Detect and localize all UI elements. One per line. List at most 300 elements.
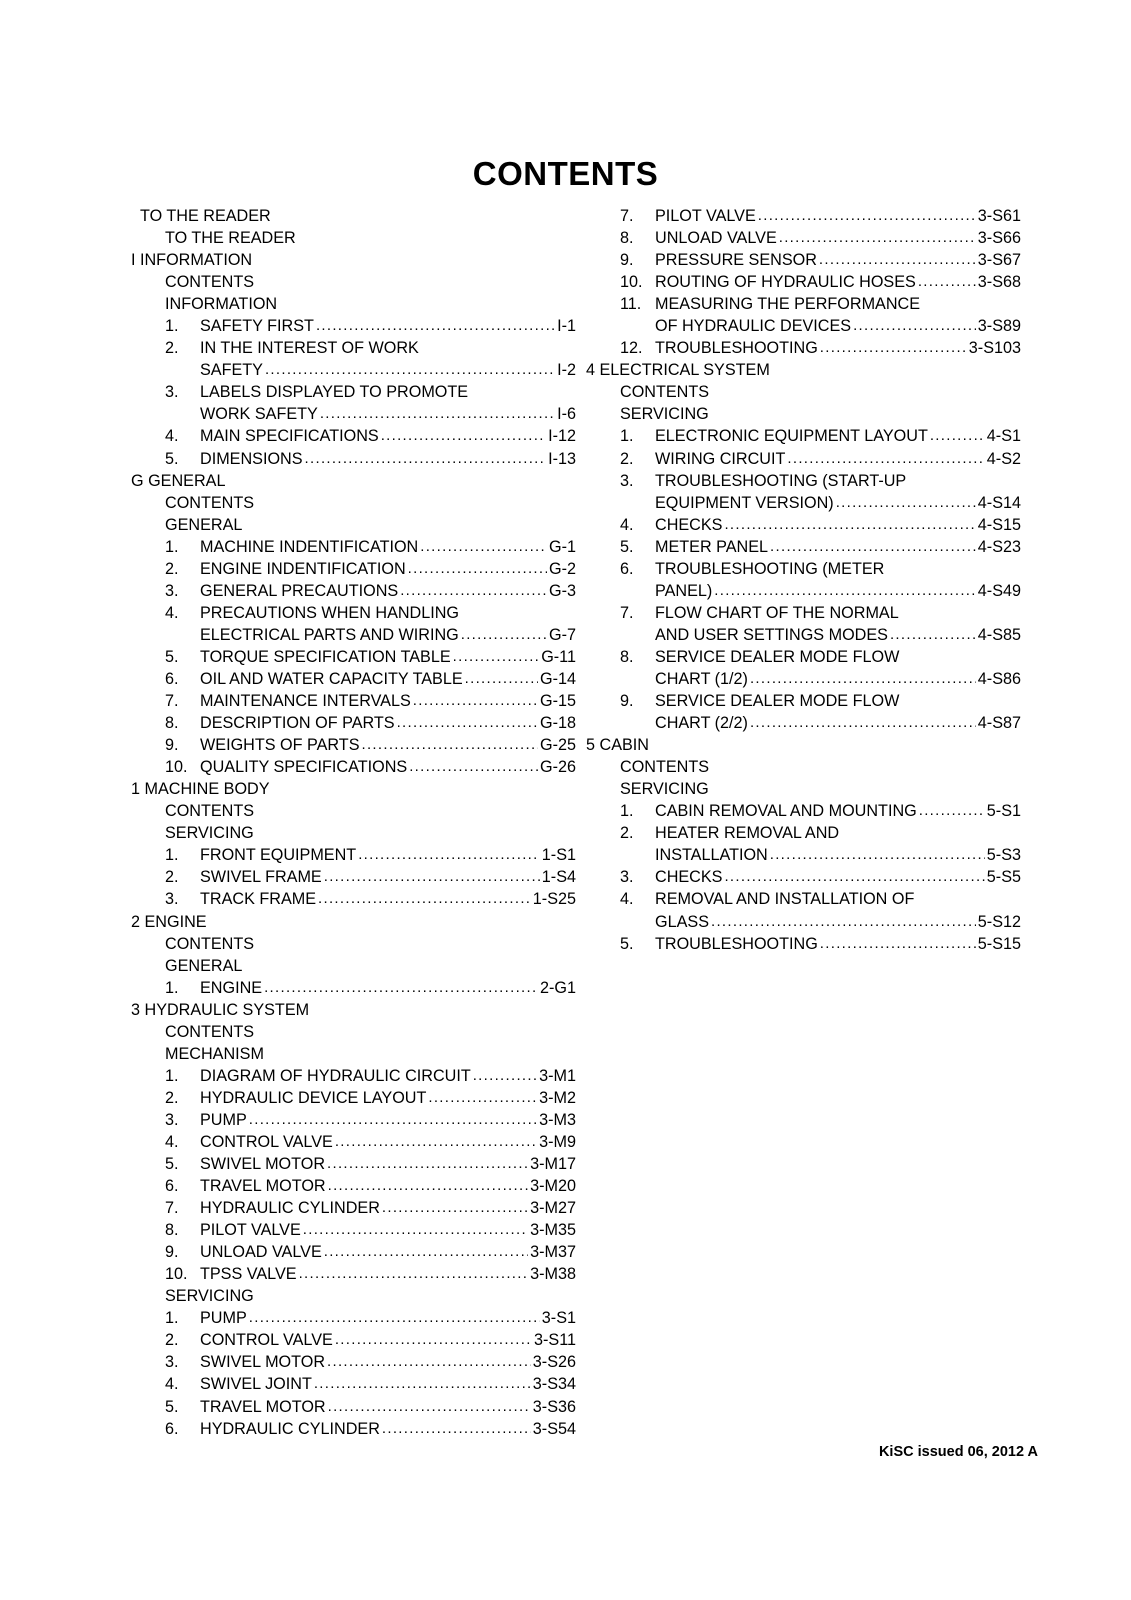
- toc-entry-row: [131, 1373, 576, 1395]
- toc-entry-title[interactable]: TRACK FRAME: [200, 890, 317, 909]
- toc-entry-row: [131, 690, 576, 712]
- toc-entry-title[interactable]: MAINTENANCE INTERVALS: [200, 692, 411, 711]
- toc-entry-continuation: [586, 844, 1021, 866]
- toc-page-number[interactable]: 3-S11: [534, 1331, 576, 1350]
- toc-entry: [620, 205, 1021, 227]
- toc-section-heading: G GENERAL: [131, 471, 226, 490]
- toc-entry-number: 1.: [165, 537, 179, 556]
- page-footer: KiSC issued 06, 2012 A: [878, 1444, 1038, 1460]
- toc-entry: [620, 536, 1021, 558]
- toc-page-number[interactable]: I-6: [557, 405, 576, 424]
- toc-entry-title[interactable]: AND USER SETTINGS MODES: [655, 625, 888, 644]
- toc-entry: [620, 227, 1021, 249]
- toc-entry: [165, 602, 576, 624]
- toc-page-number[interactable]: 3-S103: [968, 339, 1021, 358]
- toc-entry-row: [131, 1241, 576, 1263]
- toc-heading-row: [586, 381, 1021, 403]
- toc-entry-row: [131, 1197, 576, 1219]
- toc-entry-title[interactable]: TRAVEL MOTOR: [200, 1177, 326, 1196]
- toc-entry-continuation: [586, 492, 1021, 514]
- toc-entry-number: 8.: [620, 647, 634, 666]
- toc-leader-dots: [413, 690, 538, 712]
- toc-entry-number: 4.: [165, 1132, 179, 1151]
- toc-entry-title[interactable]: METER PANEL: [655, 537, 769, 556]
- toc-entry-title[interactable]: LABELS DISPLAYED TO PROMOTE: [200, 383, 469, 402]
- toc-leader-dots: [758, 205, 976, 227]
- toc-entry-number: 4.: [165, 603, 179, 622]
- toc-columns: [0, 205, 1131, 1438]
- toc-heading-row: [131, 822, 576, 844]
- toc-page-number[interactable]: 3-M3: [539, 1110, 576, 1129]
- toc-entry-title[interactable]: GENERAL PRECAUTIONS: [200, 581, 399, 600]
- toc-entry-number: 6.: [620, 559, 634, 578]
- toc-entry: [165, 1109, 576, 1131]
- toc-leader-dots: [362, 734, 539, 756]
- toc-entry-number: 8.: [620, 229, 634, 248]
- toc-heading-row: [131, 227, 576, 249]
- toc-entry-title[interactable]: QUALITY SPECIFICATIONS: [200, 758, 408, 777]
- toc-entry-title[interactable]: TROUBLESHOOTING (METER: [655, 559, 885, 578]
- toc-entry-title[interactable]: TROUBLESHOOTING: [655, 339, 818, 358]
- toc-leader-dots: [820, 933, 976, 955]
- toc-leader-dots: [327, 1153, 528, 1175]
- toc-leader-dots: [249, 1307, 540, 1329]
- toc-leader-dots: [836, 492, 976, 514]
- toc-heading-row: [131, 778, 576, 800]
- toc-entry-row: [131, 425, 576, 447]
- toc-entry-number: 1.: [620, 427, 634, 446]
- toc-page-number[interactable]: I-2: [557, 361, 576, 380]
- toc-page-number[interactable]: 4-S1: [986, 427, 1021, 446]
- toc-section-heading: SERVICING: [165, 1287, 254, 1306]
- toc-page-number[interactable]: G-2: [549, 559, 576, 578]
- toc-entry: [165, 1241, 576, 1263]
- toc-page-number[interactable]: 5-S12: [977, 912, 1021, 931]
- toc-entry-row: [131, 1065, 576, 1087]
- toc-page-number[interactable]: 4-S87: [977, 714, 1021, 733]
- toc-entry-number: 9.: [620, 251, 634, 270]
- toc-entry-row: [586, 293, 1021, 315]
- toc-leader-dots: [787, 448, 984, 470]
- toc-entry-title[interactable]: CHART (2/2): [655, 714, 748, 733]
- toc-heading-row: [131, 999, 576, 1021]
- toc-leader-dots: [408, 558, 547, 580]
- toc-entry: [200, 359, 576, 381]
- toc-page-number[interactable]: G-1: [549, 537, 576, 556]
- toc-entry: [165, 536, 576, 558]
- toc-entry-number: 1.: [165, 1066, 179, 1085]
- toc-entry-row: [131, 381, 576, 403]
- toc-entry-title[interactable]: DIAGRAM OF HYDRAULIC CIRCUIT: [200, 1066, 471, 1085]
- toc-entry: [165, 844, 576, 866]
- toc-page-number[interactable]: 3-M2: [539, 1088, 576, 1107]
- toc-page-number[interactable]: 3-M20: [530, 1177, 576, 1196]
- toc-page-number[interactable]: 3-M9: [539, 1132, 576, 1151]
- toc-entry: [165, 734, 576, 756]
- toc-page-number[interactable]: 3-S67: [977, 251, 1021, 270]
- toc-entry-row: [131, 756, 576, 778]
- toc-entry-title[interactable]: CONTROL VALVE: [200, 1132, 333, 1151]
- toc-entry-title[interactable]: HEATER REMOVAL AND: [655, 824, 840, 843]
- toc-leader-dots: [724, 866, 984, 888]
- toc-leader-dots: [779, 227, 976, 249]
- toc-leader-dots: [314, 1373, 531, 1395]
- toc-heading-row: [131, 1285, 576, 1307]
- toc-page-number[interactable]: 3-S34: [532, 1375, 576, 1394]
- toc-entry-number: 5.: [165, 647, 179, 666]
- toc-page-number[interactable]: 3-S68: [977, 273, 1021, 292]
- toc-entry: [620, 337, 1021, 359]
- toc-leader-dots: [318, 888, 531, 910]
- toc-entry-title[interactable]: DIMENSIONS: [200, 449, 303, 468]
- toc-section-heading: TO THE READER: [140, 207, 271, 225]
- toc-leader-dots: [305, 448, 547, 470]
- toc-entry-row: [131, 1263, 576, 1285]
- toc-entry-row: [586, 646, 1021, 668]
- toc-entry-number: 1.: [165, 317, 179, 336]
- toc-leader-dots: [453, 646, 540, 668]
- toc-entry-row: [586, 602, 1021, 624]
- toc-entry-number: 8.: [165, 714, 179, 733]
- toc-entry-number: 5.: [165, 1155, 179, 1174]
- toc-page-number[interactable]: 5-S3: [986, 846, 1021, 865]
- toc-entry-title[interactable]: ELECTRICAL PARTS AND WIRING: [200, 625, 459, 644]
- toc-entry-title[interactable]: WIRING CIRCUIT: [655, 449, 786, 468]
- toc-entry-number: 2.: [165, 559, 179, 578]
- toc-entry-row: [131, 602, 576, 624]
- toc-entry-title[interactable]: CHART (1/2): [655, 669, 748, 688]
- toc-entry-row: [131, 1219, 576, 1241]
- toc-page-number[interactable]: 3-S36: [532, 1397, 576, 1416]
- toc-entry-title[interactable]: UNLOAD VALVE: [655, 229, 777, 248]
- toc-entry-row: [586, 933, 1021, 955]
- toc-entry: [165, 1131, 576, 1153]
- toc-page-number[interactable]: 3-S1: [541, 1309, 576, 1328]
- toc-entry-title[interactable]: ELECTRONIC EQUIPMENT LAYOUT: [655, 427, 928, 446]
- toc-entry-title[interactable]: ENGINE: [200, 978, 263, 997]
- toc-column-left: [131, 205, 576, 1440]
- toc-entry-title[interactable]: CHECKS: [655, 868, 723, 887]
- toc-entry: [165, 712, 576, 734]
- toc-page-number[interactable]: I-13: [548, 449, 576, 468]
- toc-entry-row: [131, 536, 576, 558]
- toc-entry-row: [131, 337, 576, 359]
- toc-leader-dots: [750, 668, 976, 690]
- toc-leader-dots: [335, 1329, 532, 1351]
- toc-entry-number: 2.: [620, 824, 634, 843]
- toc-entry-row: [131, 1175, 576, 1197]
- toc-entry-title[interactable]: MEASURING THE PERFORMANCE: [655, 295, 921, 314]
- toc-page-number[interactable]: 3-M1: [539, 1066, 576, 1085]
- toc-entry-title[interactable]: FRONT EQUIPMENT: [200, 846, 357, 865]
- toc-entry: [620, 933, 1021, 955]
- toc-entry-row: [131, 734, 576, 756]
- toc-section-heading: CONTENTS: [165, 934, 255, 953]
- toc-leader-dots: [324, 866, 540, 888]
- toc-entry-row: [586, 425, 1021, 447]
- toc-leader-dots: [381, 425, 546, 447]
- toc-entry-title[interactable]: SWIVEL MOTOR: [200, 1353, 326, 1372]
- toc-section-heading: 4 ELECTRICAL SYSTEM: [586, 361, 770, 380]
- toc-entry-title[interactable]: PRECAUTIONS WHEN HANDLING: [200, 603, 460, 622]
- toc-page-number[interactable]: G-25: [540, 736, 576, 755]
- toc-section-heading: SERVICING: [620, 405, 709, 424]
- toc-entry: [165, 977, 576, 999]
- toc-entry-row: [131, 1396, 576, 1418]
- toc-entry-title[interactable]: HYDRAULIC CYLINDER: [200, 1199, 380, 1218]
- toc-entry: [620, 249, 1021, 271]
- toc-heading-row: [586, 359, 1021, 381]
- toc-entry: [165, 690, 576, 712]
- toc-entry: [165, 558, 576, 580]
- toc-entry-title[interactable]: SAFETY: [200, 361, 263, 380]
- toc-page-number[interactable]: 4-S15: [977, 515, 1021, 534]
- toc-page-number[interactable]: 5-S5: [986, 868, 1021, 887]
- toc-entry-row: [586, 536, 1021, 558]
- toc-entry-number: 11.: [620, 295, 642, 314]
- toc-entry-row: [131, 448, 576, 470]
- toc-entry-row: [586, 690, 1021, 712]
- toc-entry-title[interactable]: TRAVEL MOTOR: [200, 1397, 326, 1416]
- toc-leader-dots: [750, 712, 976, 734]
- toc-entry-row: [131, 1418, 576, 1440]
- toc-page-number[interactable]: 2-G1: [540, 978, 576, 997]
- toc-page-number[interactable]: G-7: [549, 625, 576, 644]
- toc-entry-row: [586, 888, 1021, 910]
- toc-page-number[interactable]: 4-S2: [986, 449, 1021, 468]
- toc-entry-title[interactable]: OF HYDRAULIC DEVICES: [655, 317, 852, 336]
- toc-entry-title[interactable]: REMOVAL AND INSTALLATION OF: [655, 890, 915, 909]
- toc-heading-row: [586, 778, 1021, 800]
- toc-entry-number: 3.: [165, 1353, 179, 1372]
- toc-entry-continuation: [131, 359, 576, 381]
- toc-leader-dots: [473, 1065, 537, 1087]
- toc-section-heading: INFORMATION: [165, 295, 278, 314]
- toc-page-number[interactable]: 3-S89: [977, 317, 1021, 336]
- toc-section-heading: 3 HYDRAULIC SYSTEM: [131, 1000, 310, 1019]
- toc-entry-title[interactable]: PILOT VALVE: [200, 1221, 301, 1240]
- toc-entry: [620, 690, 1021, 712]
- toc-heading-row: [131, 800, 576, 822]
- toc-entry-title[interactable]: EQUIPMENT VERSION): [655, 493, 834, 512]
- toc-page-number[interactable]: 4-S85: [977, 625, 1021, 644]
- toc-entry: [165, 646, 576, 668]
- toc-entry-row: [131, 1131, 576, 1153]
- toc-entry-title[interactable]: PILOT VALVE: [655, 207, 756, 225]
- toc-leader-dots: [316, 315, 555, 337]
- toc-page-number[interactable]: 3-M38: [530, 1265, 576, 1284]
- toc-page-number[interactable]: 3-M17: [530, 1155, 576, 1174]
- toc-heading-row: [131, 955, 576, 977]
- toc-entry-row: [131, 866, 576, 888]
- toc-entry-number: 6.: [165, 669, 179, 688]
- toc-entry-title[interactable]: HYDRAULIC DEVICE LAYOUT: [200, 1088, 427, 1107]
- toc-leader-dots: [770, 536, 976, 558]
- toc-page-number[interactable]: 3-S54: [532, 1419, 576, 1438]
- toc-page-number[interactable]: G-18: [540, 714, 576, 733]
- toc-entry-title[interactable]: WEIGHTS OF PARTS: [200, 736, 360, 755]
- toc-leader-dots: [461, 624, 547, 646]
- toc-entry-number: 9.: [165, 736, 179, 755]
- toc-leader-dots: [265, 359, 555, 381]
- toc-section-heading: GENERAL: [165, 515, 243, 534]
- toc-entry-number: 5.: [620, 934, 634, 953]
- toc-entry-title[interactable]: IN THE INTEREST OF WORK: [200, 339, 419, 358]
- toc-page-number[interactable]: G-14: [540, 669, 576, 688]
- toc-entry-title[interactable]: ROUTING OF HYDRAULIC HOSES: [655, 273, 916, 292]
- toc-entry: [620, 448, 1021, 470]
- toc-section-heading: CONTENTS: [620, 383, 710, 402]
- toc-page-number[interactable]: I-1: [557, 317, 576, 336]
- toc-entry-title[interactable]: SERVICE DEALER MODE FLOW: [655, 647, 900, 666]
- toc-page-number[interactable]: G-3: [549, 581, 576, 600]
- toc-entry-title[interactable]: INSTALLATION: [655, 846, 768, 865]
- toc-section-heading: CONTENTS: [620, 758, 710, 777]
- toc-entry-title[interactable]: WORK SAFETY: [200, 405, 318, 424]
- toc-entry-number: 4.: [165, 1375, 179, 1394]
- toc-entry-continuation: [586, 911, 1021, 933]
- toc-leader-dots: [303, 1219, 528, 1241]
- toc-entry-title[interactable]: ENGINE INDENTIFICATION: [200, 559, 406, 578]
- toc-leader-dots: [264, 977, 538, 999]
- toc-entry-number: 2.: [165, 1331, 179, 1350]
- toc-leader-dots: [428, 1087, 537, 1109]
- toc-entry-title[interactable]: TROUBLESHOOTING (START-UP: [655, 471, 907, 490]
- toc-entry-row: [586, 337, 1021, 359]
- toc-heading-row: [586, 734, 1021, 756]
- toc-entry-number: 10.: [165, 758, 188, 777]
- toc-entry-row: [586, 800, 1021, 822]
- toc-entry-title[interactable]: SAFETY FIRST: [200, 317, 314, 336]
- toc-page-number[interactable]: 1-S25: [532, 890, 576, 909]
- toc-entry-number: 3.: [165, 581, 179, 600]
- toc-entry: [620, 470, 1021, 492]
- toc-entry-row: [586, 249, 1021, 271]
- toc-section-heading: SERVICING: [620, 780, 709, 799]
- toc-heading-row: [131, 470, 576, 492]
- toc-page-number[interactable]: 3-M27: [530, 1199, 576, 1218]
- toc-entry-title[interactable]: SWIVEL FRAME: [200, 868, 322, 887]
- toc-page-number[interactable]: 1-S1: [541, 846, 576, 865]
- toc-entry-title[interactable]: PUMP: [200, 1309, 247, 1328]
- toc-page-number[interactable]: 1-S4: [541, 868, 576, 887]
- toc-entry-continuation: [586, 624, 1021, 646]
- toc-entry-title[interactable]: UNLOAD VALVE: [200, 1243, 322, 1262]
- toc-entry-title[interactable]: CHECKS: [655, 515, 723, 534]
- toc-heading-row: [131, 249, 576, 271]
- toc-leader-dots: [328, 1396, 531, 1418]
- toc-entry-title[interactable]: TORQUE SPECIFICATION TABLE: [200, 647, 451, 666]
- toc-entry: [200, 403, 576, 425]
- toc-entry-row: [131, 844, 576, 866]
- toc-entry: [620, 800, 1021, 822]
- toc-entry-number: 9.: [165, 1243, 179, 1262]
- toc-entry-title[interactable]: OIL AND WATER CAPACITY TABLE: [200, 669, 463, 688]
- toc-entry: [165, 315, 576, 337]
- toc-entry: [165, 425, 576, 447]
- toc-entry: [165, 1153, 576, 1175]
- toc-entry-row: [131, 977, 576, 999]
- toc-entry-title[interactable]: CABIN REMOVAL AND MOUNTING: [655, 802, 917, 821]
- toc-section-heading: CONTENTS: [165, 802, 255, 821]
- toc-entry-title[interactable]: TROUBLESHOOTING: [655, 934, 818, 953]
- toc-entry: [655, 844, 1021, 866]
- toc-page-number[interactable]: 4-S49: [977, 581, 1021, 600]
- toc-page-number[interactable]: G-26: [540, 758, 576, 777]
- toc-page-number[interactable]: 3-S66: [977, 229, 1021, 248]
- toc-page-number[interactable]: 4-S23: [977, 537, 1021, 556]
- toc-entry-title[interactable]: PRESSURE SENSOR: [655, 251, 817, 270]
- toc-entry-title[interactable]: TPSS VALVE: [200, 1265, 297, 1284]
- toc-entry-title[interactable]: HYDRAULIC CYLINDER: [200, 1419, 380, 1438]
- toc-page-number[interactable]: I-12: [548, 427, 576, 446]
- toc-entry-row: [131, 558, 576, 580]
- toc-entry-number: 3.: [620, 471, 634, 490]
- toc-entry: [165, 381, 576, 403]
- toc-leader-dots: [918, 271, 976, 293]
- toc-entry: [620, 866, 1021, 888]
- toc-entry-number: 10.: [165, 1265, 188, 1284]
- toc-entry-row: [131, 668, 576, 690]
- toc-page-number[interactable]: 4-S86: [977, 669, 1021, 688]
- toc-entry-number: 2.: [165, 868, 179, 887]
- toc-entry-title[interactable]: SWIVEL JOINT: [200, 1375, 312, 1394]
- toc-section-heading: TO THE READER: [165, 229, 296, 248]
- toc-entry-number: 2.: [620, 449, 634, 468]
- toc-page-number[interactable]: 3-M37: [530, 1243, 576, 1262]
- toc-section-heading: SERVICING: [165, 824, 254, 843]
- page-title: [0, 155, 1131, 193]
- toc-entry-number: 3.: [620, 868, 634, 887]
- toc-page-number[interactable]: 5-S15: [977, 934, 1021, 953]
- toc-leader-dots: [724, 514, 975, 536]
- toc-entry-row: [131, 1087, 576, 1109]
- toc-page-number[interactable]: 4-S14: [977, 493, 1021, 512]
- toc-entry: [620, 514, 1021, 536]
- toc-page-number[interactable]: 3-S61: [977, 207, 1021, 225]
- toc-entry-title[interactable]: CONTROL VALVE: [200, 1331, 333, 1350]
- toc-page-number[interactable]: 3-M35: [530, 1221, 576, 1240]
- toc-entry-number: 5.: [165, 1397, 179, 1416]
- toc-entry: [620, 293, 1021, 315]
- toc-entry-title[interactable]: MACHINE INDENTIFICATION: [200, 537, 419, 556]
- toc-entry-title[interactable]: DESCRIPTION OF PARTS: [200, 714, 395, 733]
- toc-entry-title[interactable]: MAIN SPECIFICATIONS: [200, 427, 379, 446]
- toc-page-number[interactable]: 5-S1: [986, 802, 1021, 821]
- toc-entry: [655, 492, 1021, 514]
- toc-entry-title[interactable]: PUMP: [200, 1110, 247, 1129]
- toc-entry-title[interactable]: GLASS: [655, 912, 709, 931]
- toc-entry-title[interactable]: PANEL): [655, 581, 713, 600]
- toc-page-number[interactable]: G-15: [540, 692, 576, 711]
- toc-entry-title[interactable]: FLOW CHART OF THE NORMAL: [655, 603, 899, 622]
- toc-entry-number: 3.: [165, 383, 179, 402]
- toc-heading-row: [586, 403, 1021, 425]
- toc-page-number[interactable]: 3-S26: [532, 1353, 576, 1372]
- toc-heading-row: [131, 492, 576, 514]
- toc-leader-dots: [382, 1197, 528, 1219]
- toc-entry-title[interactable]: SWIVEL MOTOR: [200, 1155, 326, 1174]
- toc-section-heading: 1 MACHINE BODY: [131, 780, 270, 799]
- toc-entry: [165, 756, 576, 778]
- toc-entry-row: [586, 866, 1021, 888]
- toc-page-number[interactable]: G-11: [541, 647, 576, 666]
- toc-entry-row: [131, 1307, 576, 1329]
- toc-entry-title[interactable]: SERVICE DEALER MODE FLOW: [655, 692, 900, 711]
- toc-entry-number: 7.: [620, 603, 634, 622]
- toc-entry: [165, 580, 576, 602]
- toc-entry-number: 6.: [165, 1177, 179, 1196]
